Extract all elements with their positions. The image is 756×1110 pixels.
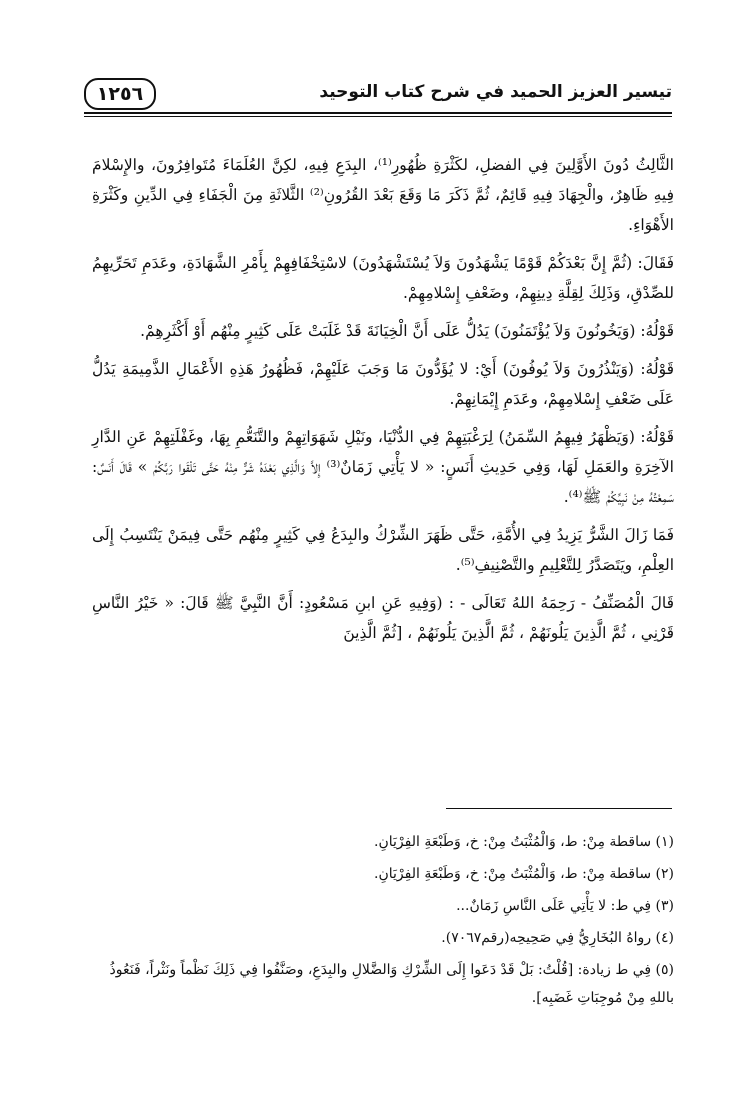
paragraph: قَوْلُهُ: (وَيَنْذُرُونَ وَلاَ يُوفُونَ) أَيْ: لا يُؤَدُّونَ مَا وَجَبَ عَلَيْهِمْ، فَظُهُورُ هَذِهِ الأَعْمَالِ الذَّمِيمَةِ يَدُلُّ عَلَى ضَعْفِ إِسْلامِهِمْ، وعَدَمِ إِيْمَانِهِمْ. [92, 360, 674, 408]
page-number-badge [84, 78, 156, 110]
footnotes [92, 828, 674, 1016]
running-title: تيسير العزيز الحميد في شرح كتاب التوحيد [319, 82, 672, 102]
main-text [92, 150, 674, 656]
paragraph: فَقَالَ: (ثُمَّ إِنَّ بَعْدَكُمْ قَوْمًا يَشْهَدُونَ وَلاَ يُسْتَشْهَدُونَ) لاسْتِخْفَافِهِمْ بِأَمْرِ الشَّهَادَةِ، وعَدَمِ تَحَرِّيهِمُ للصِّدْقِ، وَذَلِكَ لِقِلَّةِ دِينِهِمْ، وضَعْفِ إِسْلامِهِمْ. [92, 254, 674, 302]
page-header [84, 78, 672, 114]
footnote: (٥) فِي ط زيادة: [قُلْتُ: بَلْ قَدْ دَعَوا إِلَى الشِّرْكِ وَالضَّلالِ والبِدَعِ، وصَنَّفُوا فِي ذَلِكَ نَظْماً ونَثْراً، فَنَعُوذُ باللهِ مِنْ مُوجِبَاتِ غَضَبِه]. [109, 962, 674, 1006]
paragraph: فَمَا زَالَ الشَّرُّ يَزِيدُ فِي الأُمَّةِ، حَتَّى ظَهَرَ الشِّرْكُ والبِدَعُ فِي كَثِيرٍ مِنْهُم حَتَّى فِيمَنْ يَنْتَسِبُ إِلَى العِلْمِ، ويَتَصَدَّرُ لِلتَّعْلِيمِ والتَّصْنِيفِ⁽⁵⁾. [92, 526, 674, 574]
paragraph: قَالَ الْمُصَنِّفُ - رَحِمَهُ اللهُ تَعَالَى - : (وَفِيهِ عَنِ ابنِ مَسْعُودٍ: أَنَّ النَّبِيَّ ﷺ قَالَ: « خَيْرُ النَّاسِ قَرْنِي ، ثُمَّ الَّذِينَ يَلُونَهُمْ ، ثُمَّ الَّذِينَ يَلُونَهُمْ ، [ثُمَّ الَّذِينَ [92, 594, 674, 642]
header-rule-thin [84, 116, 672, 117]
paragraph: قَوْلُهُ: (وَيَخُونُونَ وَلاَ يُؤْتَمَنُونَ) يَدُلُّ عَلَى أَنَّ الْخِيَانَةَ قَدْ غَلَبَتْ عَلَى كَثِيرٍ مِنْهُم أَوْ أَكْثَرِهِمْ. [140, 322, 674, 340]
footnote: (١) ساقطة مِنْ: ط، وَالْمُثْبَتُ مِنْ: خ، وَطَبْعَةِ الفِرْيَانِ. [374, 834, 674, 850]
footnote: (٣) فِي ط: لا يَأْتِي عَلَى النَّاسِ زَمَانٌ... [456, 898, 674, 914]
footnote: (٤) رواهُ البُخَارِيُّ فِي صَحِيحِه(رقم٧٠٦٧). [441, 930, 674, 946]
footnote: (٢) ساقطة مِنْ: ط، وَالْمُثْبَتُ مِنْ: خ، وَطَبْعَةِ الفِرْيَانِ. [374, 866, 674, 882]
page-number: ١٢٥٦ [96, 83, 144, 105]
header-rule [84, 112, 672, 114]
paragraph: قَوْلُهُ: (وَيَظْهَرُ فِيهِمُ السِّمَنُ) لِرَغْبَتِهِمْ فِي الدُّنْيَا، ونَيْلِ شَهَوَاتِهِمْ والتَّنَعُّمِ بِهَا، وغَفْلَتِهِمْ عَنِ الدَّارِ الآخِرَةِ والعَمَلِ لَهَا، وَفِي حَدِيثِ أَنَسٍ: « لا يَأْتِي زَمَانٌ⁽³⁾ إِلاَّ وَالَّذِي بَعْدَهُ شَرٌّ مِنْهُ حَتَّى تَلْقَوا رَبَّكُمْ » قَالَ أَنَسٌ: سَمِعْتُهُ مِنْ نَبِيِّكُمْ ﷺ⁽⁴⁾. [92, 428, 674, 506]
footnote-divider [446, 808, 672, 809]
paragraph: الثَّالِثُ دُونَ الأَوَّلِينَ فِي الفضلِ، لكَثْرَةِ ظُهُورِ⁽¹⁾، البِدَعِ فِيهِ، لكِنَّ العُلَمَاءَ مُتَوافِرُونَ، والإِسْلامَ فِيهِ ظَاهِرٌ، والْجِهَادَ فِيهِ قَائِمٌ، ثُمَّ ذَكَرَ مَا وَقَعَ بَعْدَ القُرُونِ⁽²⁾ الثَّلاثَةِ مِنَ الْجَفَاءِ فِي الدِّينِ وكَثْرَةِ الأَهْوَاءِ. [92, 156, 675, 234]
